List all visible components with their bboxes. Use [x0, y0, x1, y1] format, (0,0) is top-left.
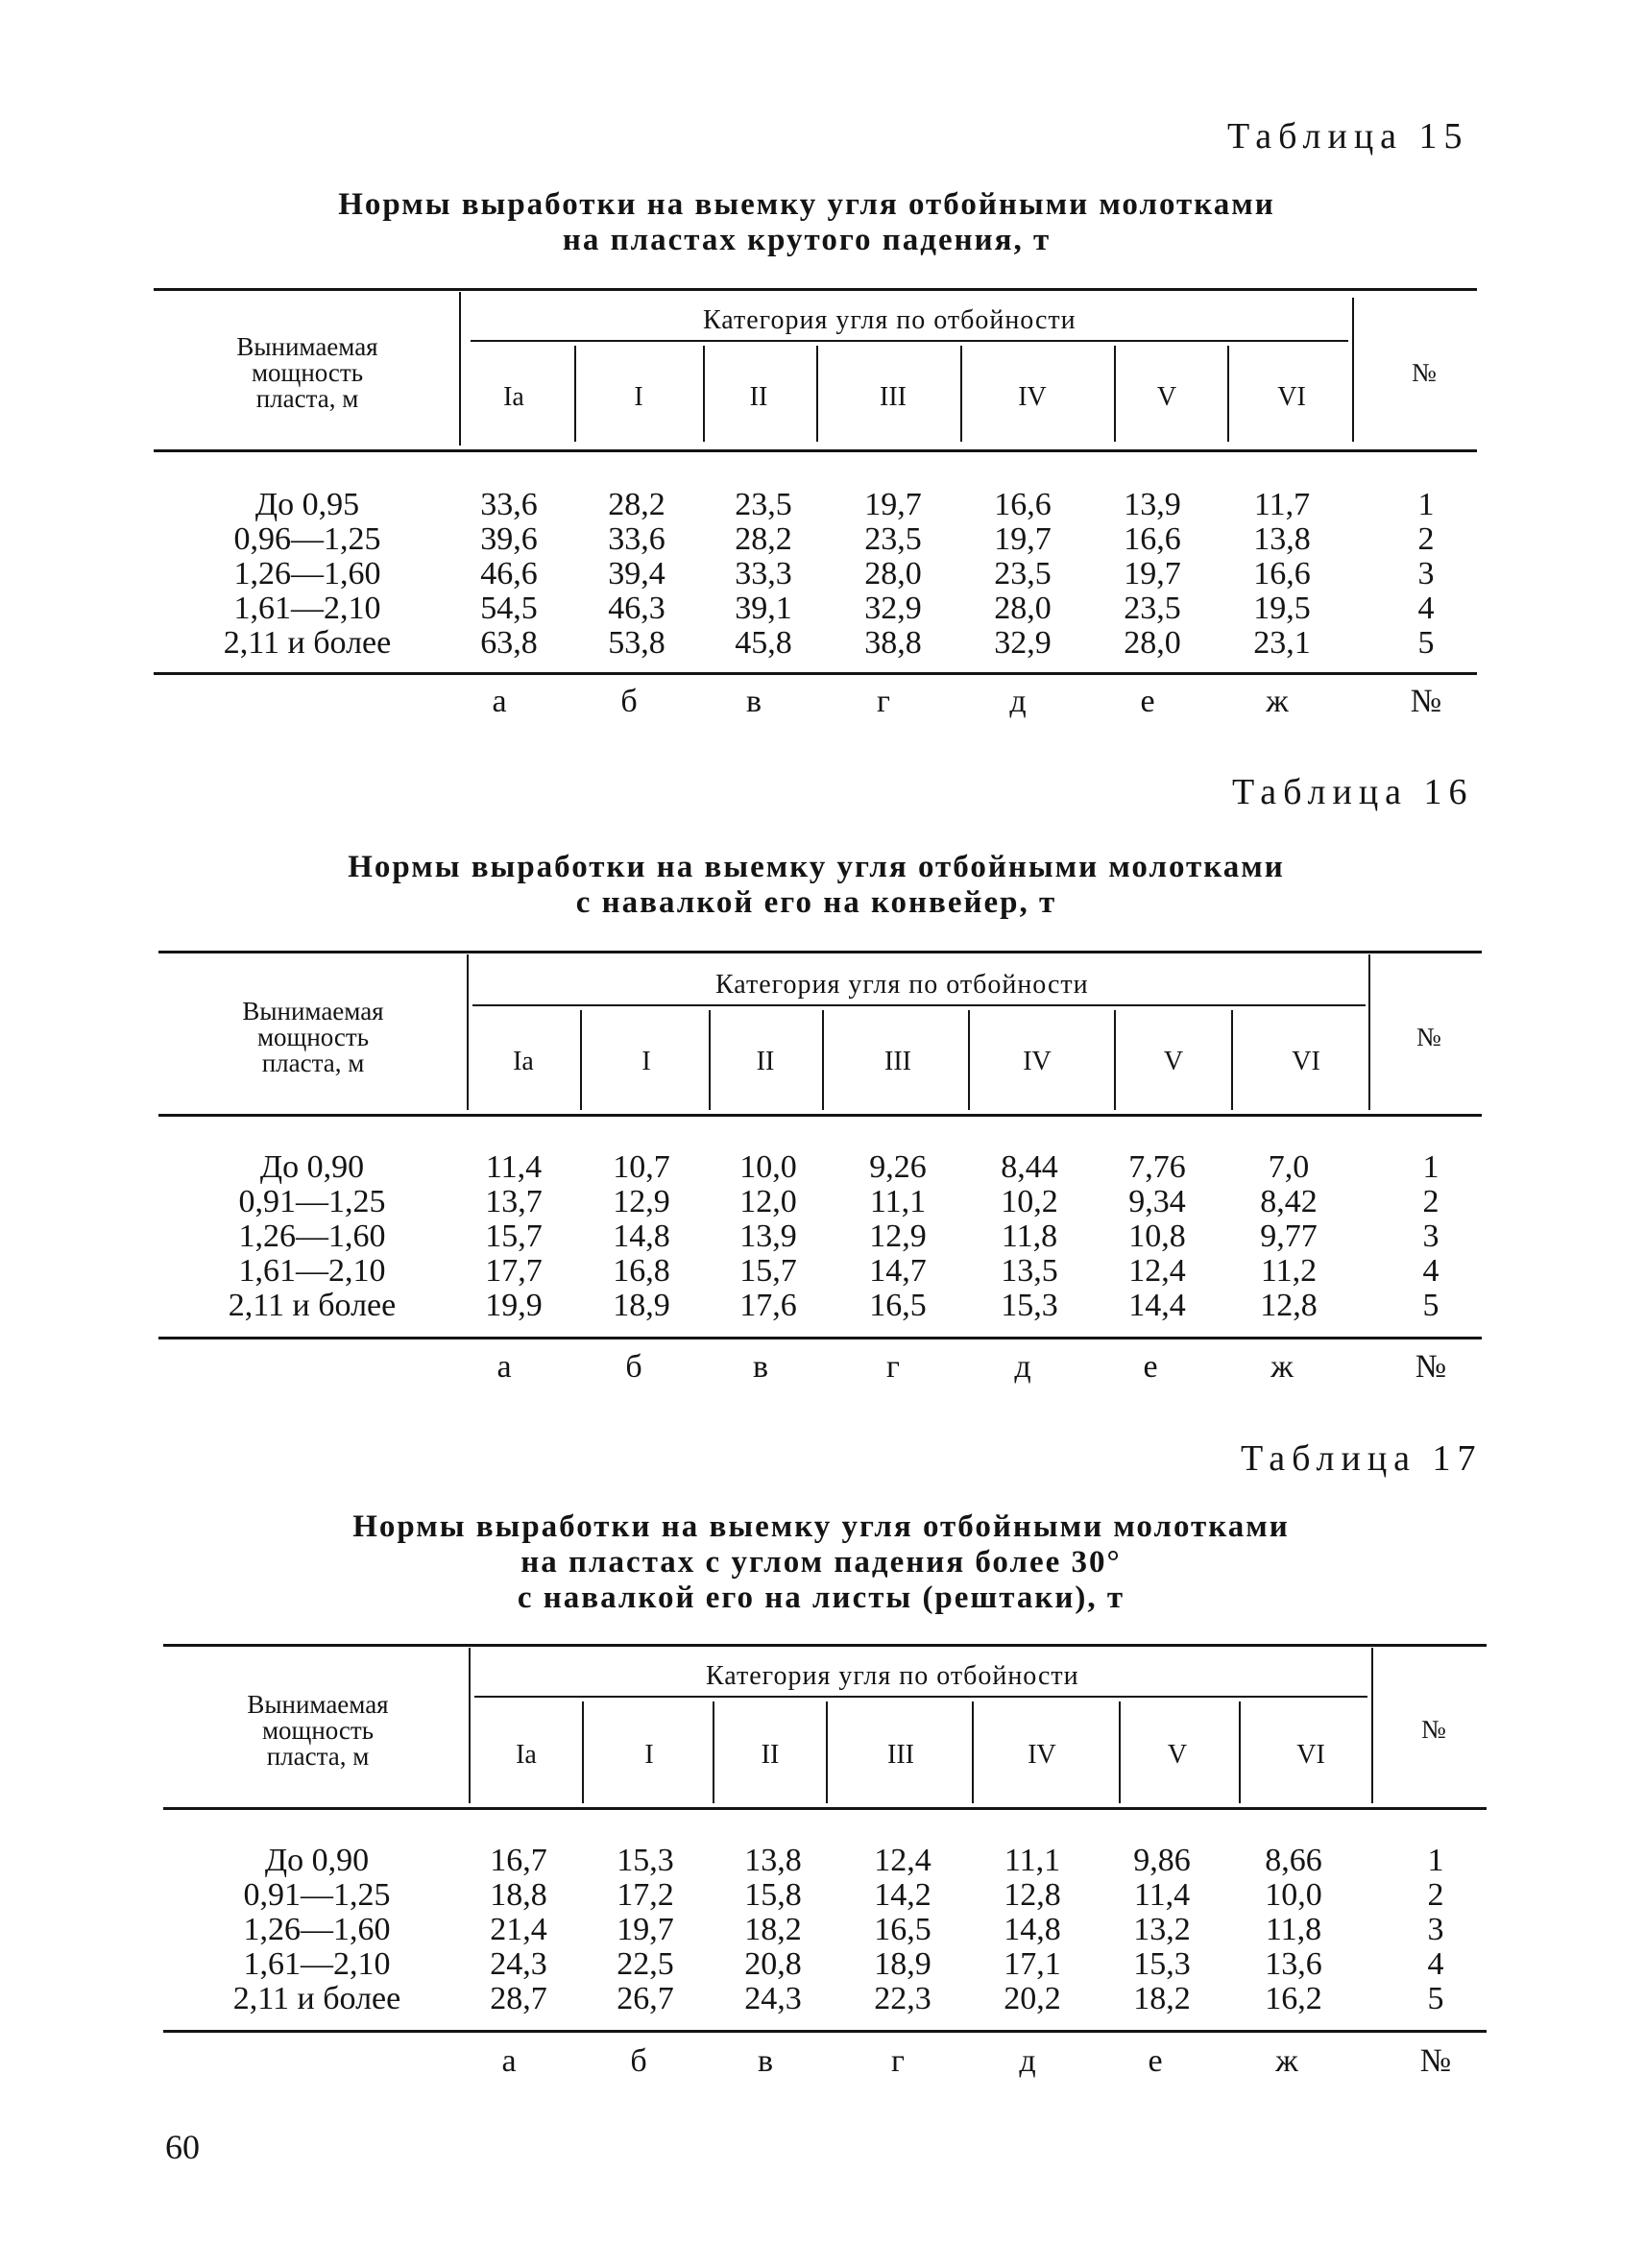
col-divider — [703, 346, 705, 442]
table-title — [341, 1509, 1301, 1616]
top-rule — [163, 1644, 1487, 1647]
column-number: 1 2 3 4 5 — [1427, 1843, 1444, 2016]
row-labels — [158, 1150, 466, 1323]
header-rule — [154, 449, 1477, 452]
table-title-line: с навалкой его на листы (рештаки), т — [517, 1580, 1125, 1615]
row-label: 0,91—1,25 — [243, 1877, 391, 1913]
header-rule — [163, 1807, 1487, 1810]
col-header: III — [887, 1740, 914, 1770]
col-header: I — [641, 1047, 651, 1076]
row-label: 1,61—2,10 — [243, 1946, 391, 1982]
col-divider — [709, 1010, 711, 1110]
thickness-header: Вынимаемая мощность пласта, м — [236, 332, 378, 413]
header-divider — [467, 954, 469, 1110]
row-label: 2,11 и более — [223, 625, 392, 661]
footer-number: № — [1415, 1349, 1447, 1385]
col-divider — [968, 1010, 970, 1110]
table-title-line: Нормы выработки на выемку угля отбойными молотками — [348, 850, 1285, 884]
header-divider — [1368, 954, 1370, 1110]
column-iii: 19,7 23,5 28,0 32,9 38,8 — [864, 487, 922, 661]
column-iii: 9,26 11,1 12,9 14,7 16,5 — [869, 1149, 927, 1323]
table-label: Таблица 15 — [1227, 116, 1469, 157]
col-header: VI — [1296, 1740, 1325, 1770]
header-divider — [459, 292, 461, 446]
column-number: 1 2 3 4 5 — [1422, 1149, 1439, 1323]
col-divider — [1227, 346, 1229, 442]
table-title-line: Нормы выработки на выемку угля отбойными молотками — [352, 1509, 1290, 1544]
col-header: V — [1167, 1740, 1188, 1770]
row-label: До 0,90 — [259, 1149, 365, 1185]
page-number: 60 — [165, 2128, 200, 2166]
top-rule — [154, 288, 1477, 291]
footer-letter: в — [745, 684, 762, 719]
category-rule — [471, 340, 1348, 342]
footer-letter: е — [1143, 1349, 1158, 1385]
footer-letter: б — [620, 684, 638, 719]
category-rule — [472, 1004, 1366, 1006]
footer-letter: ж — [1270, 1349, 1294, 1385]
col-divider — [574, 346, 576, 442]
row-label: 2,11 и более — [232, 1981, 401, 2016]
column-ii: 23,5 28,2 33,3 39,1 45,8 — [735, 487, 792, 661]
table-title-line: Нормы выработки на выемку угля отбойными молотками — [338, 187, 1275, 222]
footer-letter: е — [1140, 684, 1155, 719]
footer-letter: е — [1148, 2043, 1163, 2079]
row-label: 1,61—2,10 — [238, 1253, 386, 1289]
table-label: Таблица 17 — [1241, 1438, 1483, 1479]
header-divider — [1371, 1648, 1373, 1803]
col-header: I — [634, 382, 643, 412]
col-header: Ia — [513, 1047, 534, 1076]
row-labels — [163, 1844, 471, 2016]
row-label: До 0,90 — [264, 1843, 370, 1878]
column-v: 7,76 9,34 10,8 12,4 14,4 — [1128, 1149, 1186, 1323]
footer-letter: ж — [1266, 684, 1289, 719]
table-title-line: на пластах с углом падения более 30° — [520, 1545, 1122, 1580]
thickness-header: Вынимаемая мощность пласта, м — [247, 1690, 389, 1771]
table-title-line: с навалкой его на конвейер, т — [575, 885, 1057, 920]
col-divider — [1114, 1010, 1116, 1110]
col-divider — [580, 1010, 582, 1110]
col-divider — [826, 1701, 828, 1803]
row-label: 1,26—1,60 — [233, 556, 381, 591]
column-iv: 11,1 12,8 14,8 17,1 20,2 — [1004, 1843, 1061, 2016]
number-header: № — [1421, 1715, 1446, 1744]
col-header: IV — [1023, 1047, 1052, 1076]
row-label: 1,26—1,60 — [238, 1218, 386, 1254]
column-v: 13,9 16,6 19,7 23,5 28,0 — [1124, 487, 1181, 661]
row-labels — [154, 488, 461, 661]
footer-letter: г — [886, 1349, 900, 1385]
footer-letter: б — [625, 1349, 642, 1385]
col-divider — [1231, 1010, 1233, 1110]
footer-letter: д — [1014, 1349, 1031, 1385]
footer-letter: ж — [1275, 2043, 1298, 2079]
row-label: 2,11 и более — [228, 1288, 397, 1323]
col-divider — [960, 346, 962, 442]
column-v: 9,86 11,4 13,2 15,3 18,2 — [1133, 1843, 1191, 2016]
col-header: IV — [1028, 1740, 1056, 1770]
column-iii: 12,4 14,2 16,5 18,9 22,3 — [874, 1843, 931, 2016]
footer-letter: г — [877, 684, 890, 719]
col-header: I — [644, 1740, 654, 1770]
category-header: Категория угля по отбойности — [703, 305, 1077, 335]
col-divider — [972, 1701, 974, 1803]
col-divider — [713, 1701, 714, 1803]
header-rule — [158, 1114, 1482, 1117]
column-ii: 10,0 12,0 13,9 15,7 17,6 — [739, 1149, 797, 1323]
footer-letter: г — [891, 2043, 905, 2079]
row-label: 1,61—2,10 — [233, 591, 381, 626]
bottom-rule — [158, 1337, 1482, 1339]
column-vi: 7,0 8,42 9,77 11,2 12,8 — [1260, 1149, 1318, 1323]
col-divider — [582, 1701, 584, 1803]
col-header: IV — [1018, 382, 1047, 412]
header-divider — [1352, 298, 1354, 442]
col-divider — [822, 1010, 824, 1110]
col-header: VI — [1292, 1047, 1320, 1076]
column-ia: 33,6 39,6 46,6 54,5 63,8 — [480, 487, 538, 661]
col-header: Ia — [516, 1740, 537, 1770]
footer-number: № — [1410, 684, 1442, 719]
col-divider — [1114, 346, 1116, 442]
col-divider — [1239, 1701, 1241, 1803]
column-vi: 8,66 10,0 11,8 13,6 16,2 — [1265, 1843, 1322, 2016]
col-header: II — [749, 382, 768, 412]
row-label: До 0,95 — [254, 487, 360, 522]
table-label: Таблица 16 — [1232, 772, 1474, 812]
col-header: VI — [1277, 382, 1306, 412]
number-header: № — [1412, 358, 1437, 387]
row-label: 0,91—1,25 — [238, 1184, 386, 1219]
column-ia: 11,4 13,7 15,7 17,7 19,9 — [485, 1149, 543, 1323]
top-rule — [158, 951, 1482, 953]
footer-letter: в — [752, 1349, 769, 1385]
column-number: 1 2 3 4 5 — [1417, 487, 1435, 661]
column-i: 15,3 17,2 19,7 22,5 26,7 — [617, 1843, 674, 2016]
footer-letter: д — [1009, 684, 1027, 719]
category-header: Категория угля по отбойности — [715, 970, 1089, 1000]
col-header: II — [756, 1047, 775, 1076]
row-label: 0,96—1,25 — [233, 521, 381, 557]
table-title — [327, 187, 1287, 258]
header-divider — [469, 1648, 471, 1803]
column-iv: 8,44 10,2 11,8 13,5 15,3 — [1001, 1149, 1058, 1323]
column-i: 10,7 12,9 14,8 16,8 18,9 — [613, 1149, 670, 1323]
footer-letter: а — [501, 2043, 517, 2079]
footer-letter: д — [1019, 2043, 1036, 2079]
footer-letter: б — [630, 2043, 647, 2079]
col-divider — [1119, 1701, 1121, 1803]
bottom-rule — [163, 2030, 1487, 2033]
thickness-header: Вынимаемая мощность пласта, м — [242, 997, 384, 1077]
number-header: № — [1416, 1023, 1441, 1051]
category-rule — [474, 1696, 1367, 1698]
bottom-rule — [154, 672, 1477, 675]
col-header: II — [761, 1740, 780, 1770]
column-ia: 16,7 18,8 21,4 24,3 28,7 — [490, 1843, 547, 2016]
table-title — [336, 850, 1296, 921]
footer-letter: в — [757, 2043, 774, 2079]
column-i: 28,2 33,6 39,4 46,3 53,8 — [608, 487, 665, 661]
category-header: Категория угля по отбойности — [706, 1661, 1079, 1691]
col-header: Ia — [503, 382, 524, 412]
col-divider — [816, 346, 818, 442]
col-header: III — [880, 382, 907, 412]
row-label: 1,26—1,60 — [243, 1912, 391, 1947]
footer-letter: а — [496, 1349, 512, 1385]
footer-letter: а — [492, 684, 507, 719]
table-title-line: на пластах крутого падения, т — [562, 223, 1052, 257]
col-header: V — [1163, 1047, 1184, 1076]
column-vi: 11,7 13,8 16,6 19,5 23,1 — [1253, 487, 1311, 661]
footer-number: № — [1419, 2043, 1452, 2079]
col-header: V — [1156, 382, 1177, 412]
column-ii: 13,8 15,8 18,2 20,8 24,3 — [744, 1843, 802, 2016]
col-header: III — [884, 1047, 911, 1076]
column-iv: 16,6 19,7 23,5 28,0 32,9 — [994, 487, 1052, 661]
